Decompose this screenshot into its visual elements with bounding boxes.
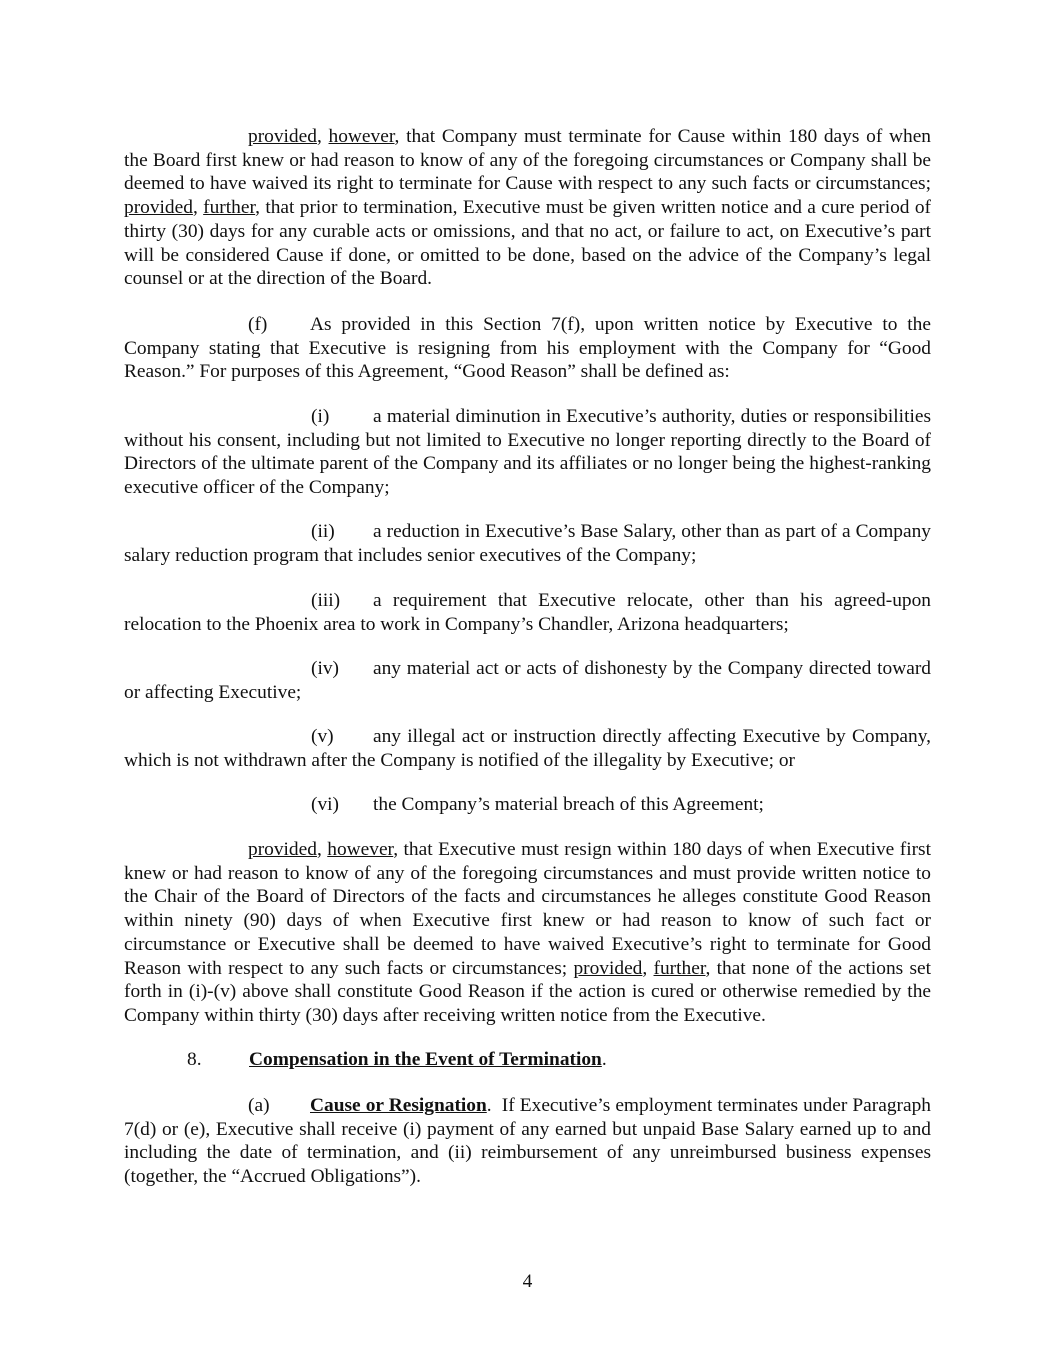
comma-2: , bbox=[642, 957, 654, 979]
proviso-resign-text-1: , that Executive must resign within 180 days of when Executive first knew or had reason to know of any of the foregoing circumstances and must provide written notice to the Chair of the Board of Directors of the facts and circumstances he alleges constitute Good Reason within ninety (90) days of when Executive first knew or had reason to know of such fact or circumstance or Executive shall be deemed to have waived Executive’s right to terminate for Good Reason with respect to any such facts or circumstances; bbox=[124, 839, 931, 979]
proviso-cause-text-2: , that prior to termination, Executive must be given written notice and a cure period of thirty (30) days for any curable acts or omissions, and that no act, or failure to act, on Executive’s part will be considered Cause if done, or omitted to be done, based on the advice of the Company’s legal counsel or at the direction of the Board. bbox=[124, 197, 932, 290]
good-reason-label: (iii) bbox=[311, 590, 341, 611]
good-reason-item-vi bbox=[124, 793, 931, 817]
section-8a-text: If Executive’s employment terminates under Paragraph 7(d) or (e), Executive shall receive (i) payment of any earned but unpaid Base Salary earned up to and including the date of termination, and (ii) reimbursement of any unreimbursed business expenses (together, the “Accrued Obligations”). bbox=[124, 1095, 936, 1188]
however-term: however bbox=[328, 126, 395, 147]
section-8a-label: (a) bbox=[248, 1095, 270, 1116]
section-8a-paragraph bbox=[124, 1094, 936, 1189]
comma: , bbox=[316, 126, 329, 147]
good-reason-text: any material act or acts of dishonesty by the Company directed toward or affecting Executive; bbox=[124, 658, 931, 703]
however-term: however bbox=[327, 839, 394, 860]
section-7f-label: (f) bbox=[248, 314, 268, 335]
good-reason-item-iv bbox=[124, 657, 931, 704]
good-reason-item-iii bbox=[124, 589, 931, 636]
section-8-period: . bbox=[601, 1049, 607, 1070]
section-7f-text: As provided in this Section 7(f), upon written notice by Executive to the Company stating that Executive is resigning from his employment with the Company for “Good Reason.” For purposes of this Agreement, “Good Reason” shall be defined as: bbox=[124, 314, 931, 383]
good-reason-label: (i) bbox=[311, 406, 330, 427]
good-reason-text: any illegal act or instruction directly affecting Executive by Company, which is not withdrawn after the Company is notified of the illegality by Executive; or bbox=[124, 726, 931, 771]
proviso-cause-text-1: , that Company must terminate for Cause within 180 days of when the Board first knew or had reason to know of any of the foregoing circumstances or Company shall be deemed to have waived its right to terminate for Cause with respect to any such facts or circumstances; bbox=[124, 126, 931, 195]
good-reason-label: (ii) bbox=[311, 521, 335, 542]
good-reason-item-ii bbox=[124, 520, 931, 567]
proviso-cause-paragraph bbox=[124, 125, 931, 291]
proviso-resign-text-2: , that none of the actions set forth in (i)-(v) above shall constitute Good Reason if the action is cured or otherwise remedied by the Company within thirty (30) days after receiving written notice from the Executive. bbox=[124, 957, 932, 1026]
provided-term: provided bbox=[248, 126, 317, 147]
section-8a-period: . bbox=[486, 1095, 492, 1116]
further-term: further bbox=[653, 957, 706, 979]
section-8-number: 8. bbox=[187, 1049, 202, 1070]
good-reason-item-v bbox=[124, 725, 931, 772]
comma: , bbox=[316, 839, 328, 860]
good-reason-label: (vi) bbox=[311, 794, 339, 815]
good-reason-text: the Company’s material breach of this Agreement; bbox=[373, 794, 764, 815]
provided-term: provided bbox=[248, 839, 317, 860]
good-reason-text: a material diminution in Executive’s authority, duties or responsibilities without his consent, including but not limited to Executive no longer reporting directly to the Board of Directors of the ultimate parent of the Company and its affiliates or no longer being the highest-ranking executive officer of the Company; bbox=[124, 406, 931, 499]
good-reason-item-i bbox=[124, 405, 931, 500]
good-reason-label: (v) bbox=[311, 726, 334, 747]
good-reason-text: a reduction in Executive’s Base Salary, other than as part of a Company salary reduction program that includes senior executives of the Company; bbox=[124, 521, 931, 566]
further-term: further bbox=[203, 197, 256, 219]
section-8-heading bbox=[187, 1048, 607, 1072]
comma-2: , bbox=[192, 197, 204, 219]
provided-term-2: provided bbox=[573, 957, 643, 979]
good-reason-label: (iv) bbox=[311, 658, 339, 679]
section-8-title: Compensation in the Event of Termination bbox=[249, 1049, 602, 1070]
proviso-resign-paragraph bbox=[124, 838, 931, 1028]
page-number: 4 bbox=[522, 1271, 533, 1292]
section-8a-title: Cause or Resignation bbox=[310, 1095, 487, 1116]
section-7f-paragraph bbox=[124, 313, 931, 384]
good-reason-text: a requirement that Executive relocate, other than his agreed-upon relocation to the Phoenix area to work in Company’s Chandler, Arizona headquarters; bbox=[124, 590, 931, 635]
provided-term-2: provided bbox=[124, 197, 193, 219]
